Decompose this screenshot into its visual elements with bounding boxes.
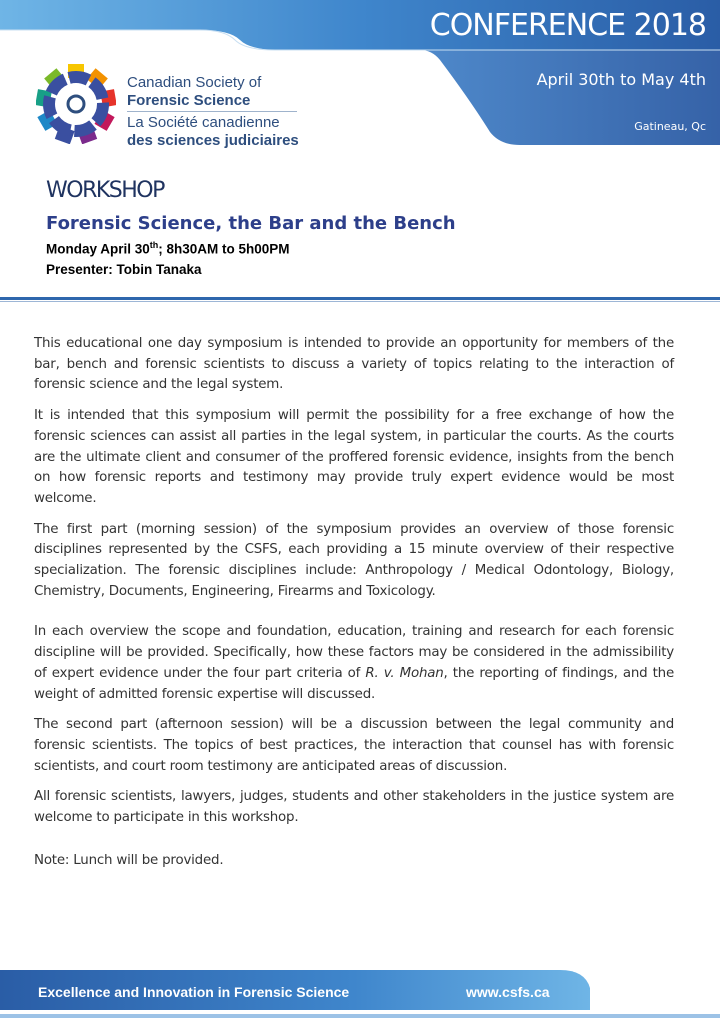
footer-tagline: Excellence and Innovation in Forensic Science xyxy=(38,984,350,1000)
paragraph-morning-session: The first part (morning session) of the symposium provides an overview of those forensic disciplines represented by the CSFS, each providing a 15 minute overview of their respective specialization. The forensic disciplines include: Anthropology / Medical Odontology, Biology, Chemistry, Documents, Engineering, Firearms and Toxicology. xyxy=(34,521,674,599)
footer-website-link[interactable]: www.csfs.ca xyxy=(466,984,550,1000)
workshop-date-time xyxy=(46,240,290,257)
paragraph-afternoon-session: The second part (afternoon session) will be a discussion between the legal community and forensic scientists. The topics of best practices, the interaction that counsel has with forensic scientists, and court room testimony are anticipated areas of discussion. xyxy=(34,717,674,774)
org-name-english xyxy=(127,74,261,110)
csfs-logo-icon xyxy=(36,64,116,144)
paragraph-overview-part2: , the reporting of findings, and the weight of admitted forensic expertise will discussed. xyxy=(34,665,674,702)
workshop-presenter: Presenter: Tobin Tanaka xyxy=(46,262,202,277)
lunch-note: Note: Lunch will be provided. xyxy=(34,852,224,868)
conference-dates: April 30th to May 4th xyxy=(536,70,706,89)
section-divider-thin xyxy=(0,301,720,302)
workshop-title: Forensic Science, the Bar and the Bench xyxy=(46,213,456,234)
org-name-fr-line1: La Société canadienne xyxy=(127,114,280,131)
conference-location: Gatineau, Qc xyxy=(634,120,706,133)
workshop-label: WORKSHOP xyxy=(46,178,164,203)
paragraph-overview xyxy=(34,622,674,705)
workshop-description xyxy=(34,334,674,881)
workshop-day: Monday April 30 xyxy=(46,241,150,257)
case-citation: R. v. Mohan xyxy=(365,665,444,681)
paragraph-intro: This educational one day symposium is intended to provide an opportunity for members of the bar, bench and forensic scientists to discuss a variety of topics relating to the interaction of forensic science and the legal system. xyxy=(34,336,674,393)
org-name-fr-line2: des sciences judiciaires xyxy=(127,132,299,149)
paragraph-purpose: It is intended that this symposium will permit the possibility for a free exchange of how the forensic sciences can assist all parties in the legal system, in particular the courts. As the courts are the ultimate client and consumer of the proffered forensic evidence, insights from the bench on how forensic reports and testimony may provide truly expert evidence would be most welcome. xyxy=(34,408,674,506)
org-name-en-line2: Forensic Science xyxy=(127,92,251,109)
org-name-en-line1: Canadian Society of xyxy=(127,74,262,91)
org-divider xyxy=(127,111,297,112)
paragraph-invitation: All forensic scientists, lawyers, judges, students and other stakeholders in the justice system are welcome to participate in this workshop. xyxy=(34,789,674,826)
section-divider xyxy=(0,297,720,300)
paragraph-overview-part1: In each overview the scope and foundation, education, training and research for each forensic discipline will be provided. Specifically, how these factors may be considered in the admissibility of expert evidence under the four part criteria of xyxy=(34,624,674,681)
org-name-french xyxy=(127,114,299,150)
workshop-day-suffix: th xyxy=(149,240,159,250)
conference-title: CONFERENCE 2018 xyxy=(429,8,706,43)
workshop-hours: ; 8h30AM to 5h00PM xyxy=(158,241,290,257)
